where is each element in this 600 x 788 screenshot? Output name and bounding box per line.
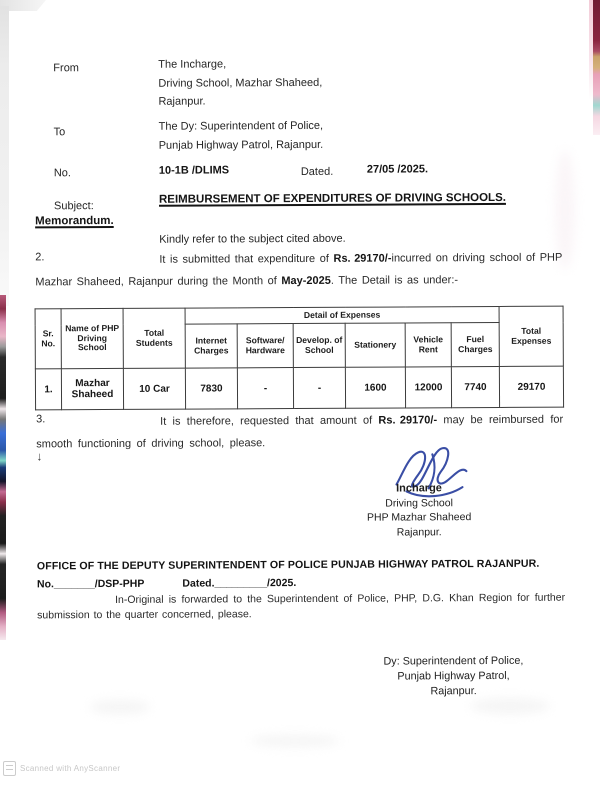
letter-number: 10-1B /DLIMS <box>158 164 230 177</box>
office-heading: OFFICE OF THE DEPUTY SUPERINTENDENT OF POLICE PUNJAB HIGHWAY PATROL RAJANPUR. <box>36 557 540 573</box>
para3-amount: Rs. 29170/- <box>378 414 438 427</box>
signatory-line: Rajanpur. <box>396 525 442 538</box>
signatory-title: Incharge <box>396 482 442 495</box>
pen-arrow-mark: ↓ <box>36 449 43 464</box>
cell-total-students: 10 Car <box>123 368 185 409</box>
dy-line: Punjab Highway Patrol, <box>397 669 510 683</box>
col-header-total-students: Total Students <box>123 308 185 368</box>
subject-value: REIMBURSEMENT OF EXPENDITURES OF DRIVING SCHOOLS. <box>158 191 506 206</box>
table-row <box>35 366 563 410</box>
paragraph-3-number: 3. <box>36 413 46 426</box>
paragraph-3-wrap <box>36 410 563 456</box>
paragraph-1: Kindly refer to the subject cited above. <box>159 232 346 246</box>
signatory-line: PHP Mazhar Shaheed <box>366 511 472 524</box>
letter-date: 27/05 /2025. <box>366 163 429 176</box>
cell-software: - <box>237 368 293 409</box>
no-label: No. <box>53 167 72 180</box>
cell-total-expenses: 29170 <box>499 366 563 407</box>
cell-school-name: Mazhar Shaheed <box>61 368 123 409</box>
col-header-internet: Internet Charges <box>185 324 237 368</box>
from-label: From <box>53 62 79 75</box>
para2-text: incurred on driving school of PHP Mazhar Shaheed, Rajanpur during the Month of <box>35 251 563 288</box>
cell-internet: 7830 <box>185 368 237 409</box>
signature-block <box>356 481 481 540</box>
to-line: The Dy: Superintendent of Police, <box>158 119 324 133</box>
col-header-sr-no: Sr. No. <box>35 309 61 369</box>
cell-sr-no: 1. <box>35 369 61 410</box>
dy-signatory-block <box>353 654 553 700</box>
paragraph-2 <box>35 248 562 294</box>
scanner-watermark <box>3 761 120 776</box>
paragraph-2-wrap <box>35 248 562 294</box>
office-no-left: No._______/DSP-PHP <box>36 577 145 591</box>
office-no-line <box>37 577 296 590</box>
col-header-stationery: Stationery <box>345 323 405 367</box>
col-header-vehicle-rent: Vehicle Rent <box>405 323 451 367</box>
from-line: Driving School, Mazhar Shaheed, <box>158 76 323 90</box>
para3-text: It is therefore, requested that amount of <box>160 414 379 428</box>
cell-fuel-charges: 7740 <box>451 366 499 407</box>
paragraph-3 <box>36 410 563 456</box>
dy-line: Dy: Superintendent of Police, <box>383 654 524 668</box>
paragraph-2-number: 2. <box>35 251 45 264</box>
subject-label: Subject: <box>53 200 94 213</box>
forwarding-paragraph: In-Original is forwarded to the Superintendent of Police, PHP, D.G. Khan Region for further submission to the quarter concerned, please. <box>37 591 566 622</box>
expenses-table <box>35 306 565 411</box>
scanner-watermark-text: Scanned with AnyScanner <box>20 764 121 773</box>
from-line: Rajanpur. <box>158 95 206 108</box>
to-line: Punjab Highway Patrol, Rajanpur. <box>158 138 324 152</box>
para2-text: It is submitted that expenditure of <box>159 252 334 266</box>
cell-develop: - <box>293 367 345 408</box>
para2-month: May-2025 <box>281 274 331 287</box>
para2-text: . The Detail is as under:- <box>330 273 459 287</box>
para3-text: may be reimbursed for smooth functioning of driving school, please. <box>36 413 564 450</box>
memorandum-label: Memorandum. <box>35 214 114 228</box>
scanner-watermark-icon <box>3 761 16 776</box>
dated-label: Dated. <box>300 165 334 178</box>
expenses-table-wrap <box>35 306 565 411</box>
col-header-fuel-charges: Fuel Charges <box>451 322 499 366</box>
col-header-detail-of-expenses: Detail of Expenses <box>185 306 499 324</box>
cell-vehicle-rent: 12000 <box>405 367 451 408</box>
cell-stationery: 1600 <box>345 367 405 408</box>
to-address <box>159 117 324 155</box>
dy-line: Rajanpur. <box>430 685 477 698</box>
col-header-software: Software/ Hardware <box>237 324 293 368</box>
signatory-line: Driving School <box>385 496 453 510</box>
para2-amount: Rs. 29170/- <box>333 252 392 265</box>
col-header-name: Name of PHP Driving School <box>61 308 123 368</box>
col-header-total-expenses: Total Expenses <box>499 306 563 366</box>
from-address <box>158 55 322 111</box>
col-header-develop: Develop. of School <box>293 323 345 367</box>
to-label: To <box>53 126 66 139</box>
from-line: The Incharge, <box>158 58 227 71</box>
office-no-dated: Dated._________/2025. <box>182 577 297 590</box>
